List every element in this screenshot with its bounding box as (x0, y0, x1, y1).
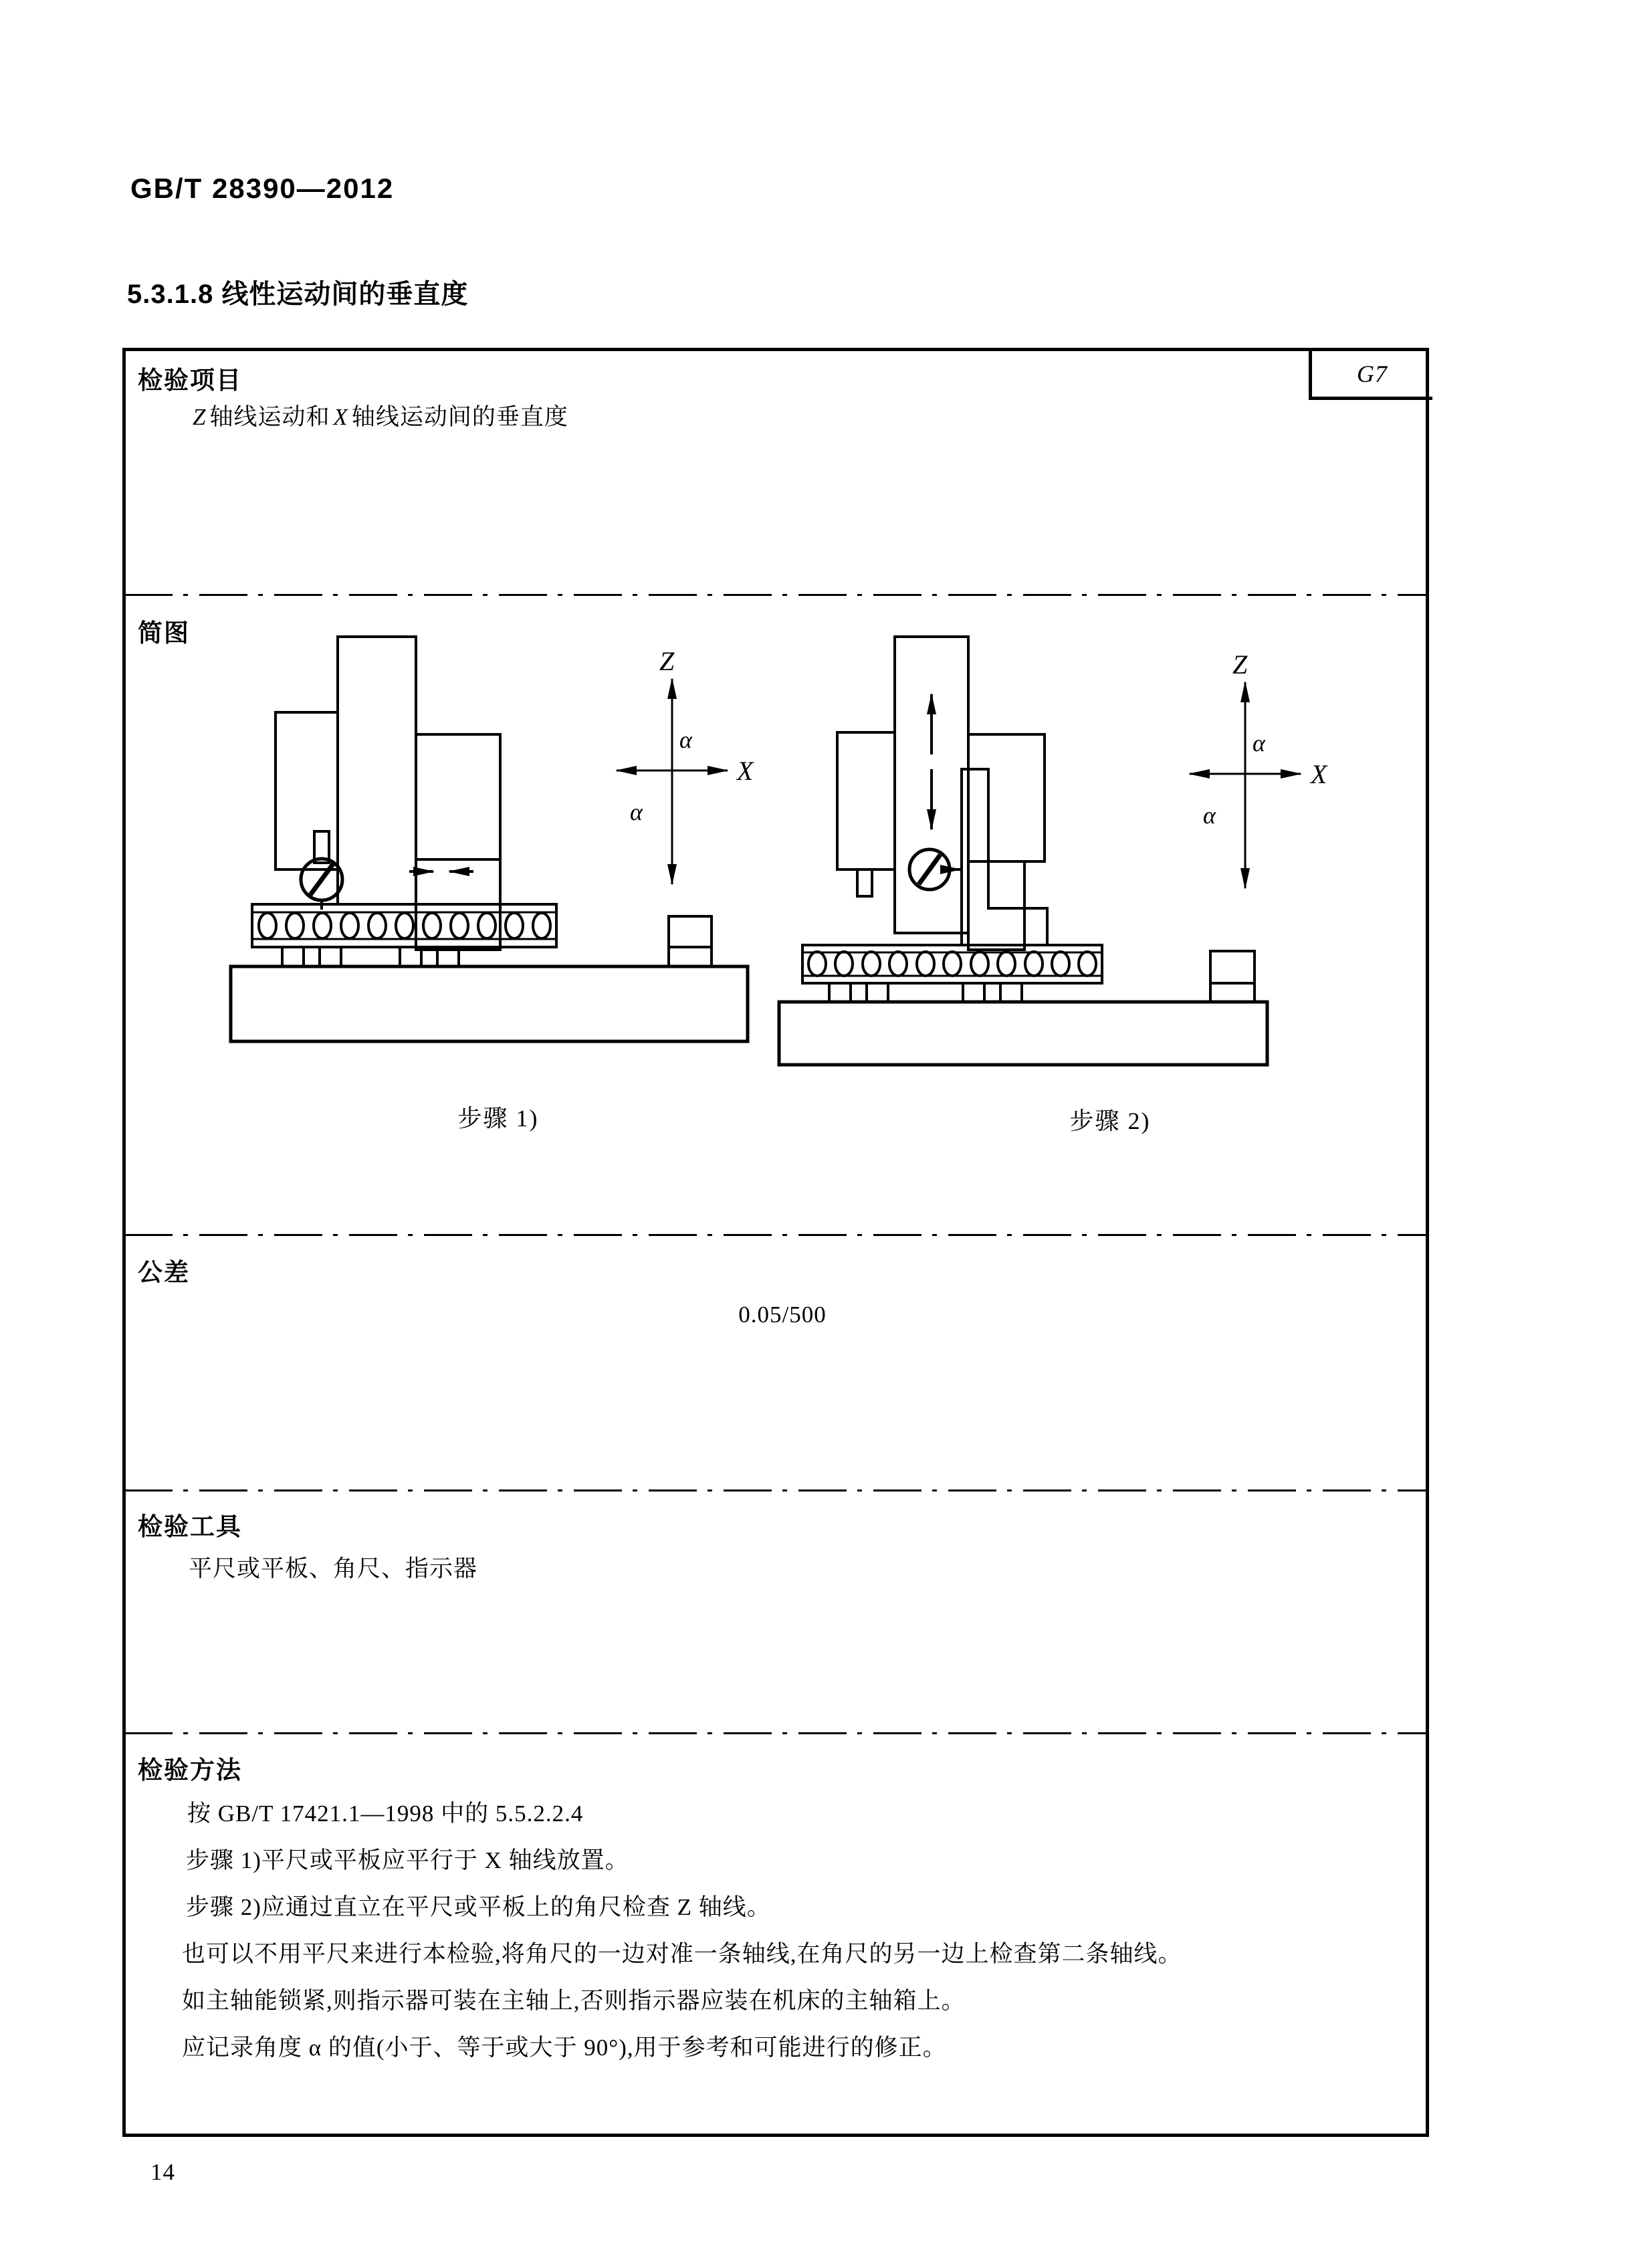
support-foot (829, 983, 851, 1002)
method-line: 如主轴能锁紧,则指示器可装在主轴上,否则指示器应装在机床的主轴箱上。 (182, 1988, 966, 2014)
base-plate (231, 966, 748, 1041)
support-foot (867, 983, 888, 1002)
tolerance-label: 公差 (138, 1259, 190, 1286)
support-foot (282, 947, 304, 966)
section-divider (124, 1489, 1427, 1491)
item-label: 检验项目 (138, 367, 242, 394)
schematic-drawing (122, 594, 1429, 1234)
head-block (416, 734, 500, 950)
try-square (962, 769, 1047, 945)
axes-step2 (1190, 682, 1301, 888)
method-label: 检验方法 (138, 1756, 242, 1784)
alpha-label: α (1253, 730, 1265, 756)
step1-caption: 步骤 1) (457, 1105, 539, 1132)
spindle-stub (857, 869, 872, 896)
slide-block (837, 732, 895, 869)
method-line: 也可以不用平尺来进行本检验,将角尺的一边对准一条轴线,在角尺的另一边上检查第二条轴线。 (182, 1941, 1182, 1967)
dial-indicator-icon (909, 849, 960, 890)
ram-column (338, 637, 416, 904)
axis-z-var: Z (193, 404, 207, 430)
method-line: 按 GB/T 17421.1—1998 中的 5.5.2.2.4 (187, 1800, 584, 1827)
support-foot (320, 947, 341, 966)
head-lower-block (968, 861, 1024, 950)
z-axis-label: Z (659, 646, 675, 676)
method-line: 步骤 1)平尺或平板应平行于 X 轴线放置。 (186, 1847, 629, 1873)
base-plate (779, 1002, 1267, 1065)
section-divider (124, 1732, 1427, 1734)
section-divider (124, 1234, 1427, 1236)
method-line: 步骤 2)应通过直立在平尺或平板上的角尺检查 Z 轴线。 (186, 1894, 771, 1920)
alpha-label: α (1203, 802, 1216, 829)
tolerance-value: 0.05/500 (738, 1302, 827, 1328)
riser-block (669, 916, 712, 966)
section-title: 5.3.1.8 线性运动间的垂直度 (127, 280, 469, 309)
alpha-label: α (630, 799, 643, 825)
method-line: 应记录角度 α 的值(小于、等于或大于 90°),用于参考和可能进行的修正。 (182, 2035, 947, 2061)
axes-step1 (617, 679, 728, 884)
item-text: Z 轴线运动和 X 轴线运动间的垂直度 (189, 399, 568, 432)
x-axis-label: X (1311, 759, 1327, 789)
standard-number: GB/T 28390—2012 (130, 173, 395, 204)
x-axis-label: X (737, 756, 754, 786)
tools-label: 检验工具 (138, 1513, 242, 1540)
riser-block (1210, 951, 1255, 1002)
straightedge (802, 945, 1102, 983)
item-code: G7 (1357, 360, 1388, 387)
step2-caption: 步骤 2) (1069, 1108, 1151, 1134)
alpha-label: α (679, 726, 692, 753)
diagram-label: 简图 (138, 619, 190, 647)
head-block (968, 734, 1045, 861)
support-foot (1000, 983, 1022, 1002)
machine-sketch-step1 (231, 637, 748, 1041)
support-foot (963, 983, 984, 1002)
machine-sketch-step2 (779, 637, 1267, 1065)
item-code-cell (1309, 351, 1432, 400)
page-number: 14 (150, 2159, 175, 2185)
straightedge (252, 904, 556, 947)
axis-x-var: X (333, 404, 348, 430)
z-axis-label: Z (1232, 649, 1248, 680)
tools-text: 平尺或平板、角尺、指示器 (189, 1556, 478, 1582)
